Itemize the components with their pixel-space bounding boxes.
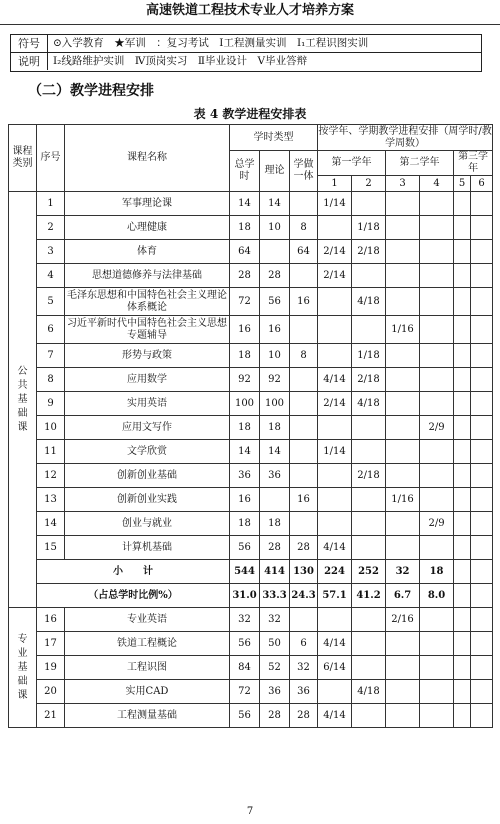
course-seq: 19 [37,656,65,680]
cell-int [290,392,318,416]
cell-t5 [454,316,471,344]
table-row [9,416,493,440]
cell-t3: 1/16 [386,488,420,512]
table-row [9,240,493,264]
course-seq: 10 [37,416,65,440]
header-year2: 第二学年 [386,151,454,176]
cell-theory: 14 [260,440,290,464]
subtotal-row [9,560,493,584]
cell-total: 56 [230,704,260,728]
cell-int [290,264,318,288]
table-row [9,680,493,704]
cell-t4 [420,656,454,680]
cell-t6 [471,344,493,368]
cell-t5 [454,632,471,656]
cell-t1 [318,680,352,704]
course-seq: 8 [37,368,65,392]
cell-total: 72 [230,288,260,316]
cell-t3 [386,680,420,704]
subtotal-t1: 224 [318,560,352,584]
cell-theory: 28 [260,536,290,560]
header-term: 6 [471,176,493,192]
header-arrangement: 按学年、学期教学进程安排（周学时/教学周数） [318,125,492,149]
course-name: 心理健康 [65,216,230,240]
cell-int: 16 [290,488,318,512]
cell-theory: 10 [260,344,290,368]
cell-t3 [386,416,420,440]
cell-total: 18 [230,344,260,368]
course-seq: 7 [37,344,65,368]
cell-total: 14 [230,192,260,216]
course-seq: 20 [37,680,65,704]
subtotal-int: 130 [290,560,318,584]
ratio-t4: 8.0 [420,584,454,608]
cell-t6 [471,192,493,216]
cell-t1: 1/14 [318,440,352,464]
section-title: （二）教学进程安排 [28,83,154,99]
cell-t6 [471,488,493,512]
cell-t1: 2/14 [318,264,352,288]
cell-t3: 1/16 [386,316,420,344]
cell-int [290,608,318,632]
subtotal-t2: 252 [352,560,386,584]
subtotal-t6 [471,560,493,584]
cell-t5 [454,536,471,560]
cell-t6 [471,316,493,344]
cell-t5 [454,288,471,316]
cell-theory: 52 [260,656,290,680]
schedule-table [8,124,493,728]
table-row [9,632,493,656]
cell-t5 [454,344,471,368]
cell-total: 16 [230,488,260,512]
cell-t3 [386,632,420,656]
course-name: 创新创业实践 [65,488,230,512]
cell-t5 [454,512,471,536]
cell-t1 [318,344,352,368]
cell-t1: 2/14 [318,392,352,416]
cell-t6 [471,392,493,416]
course-name: 应用文写作 [65,416,230,440]
table-row [9,536,493,560]
course-name: 创新创业基础 [65,464,230,488]
course-seq: 11 [37,440,65,464]
legend-row [11,35,481,53]
header-name: 课程名称 [65,125,230,192]
cell-t1: 4/14 [318,368,352,392]
cell-t4: 2/9 [420,416,454,440]
cell-total: 16 [230,316,260,344]
cell-t5 [454,416,471,440]
header-theory: 理论 [260,151,290,192]
cell-t2: 2/18 [352,368,386,392]
table-row [9,488,493,512]
cell-t2 [352,632,386,656]
course-name: 毛泽东思想和中国特色社会主义理论体系概论 [65,288,230,316]
cell-total: 56 [230,536,260,560]
course-seq: 5 [37,288,65,316]
cell-t3 [386,216,420,240]
cell-total: 18 [230,216,260,240]
cell-t2: 4/18 [352,392,386,416]
cell-t5 [454,368,471,392]
cell-t3 [386,464,420,488]
cell-t2 [352,416,386,440]
cell-total: 64 [230,240,260,264]
cell-t1 [318,216,352,240]
cell-theory [260,240,290,264]
cell-t2 [352,316,386,344]
cell-int: 32 [290,656,318,680]
ratio-theory: 33.3 [260,584,290,608]
cell-t4 [420,488,454,512]
cell-t2 [352,704,386,728]
cell-t4 [420,216,454,240]
cell-t6 [471,680,493,704]
cell-theory: 36 [260,680,290,704]
header-seq: 序号 [37,125,65,192]
table-row [9,344,493,368]
cell-t5 [454,680,471,704]
cell-t4 [420,368,454,392]
table-row [9,440,493,464]
cell-int: 8 [290,216,318,240]
cell-t5 [454,264,471,288]
table-row [9,656,493,680]
legend-row [11,53,481,70]
cell-int: 64 [290,240,318,264]
cell-total: 100 [230,392,260,416]
ratio-int: 24.3 [290,584,318,608]
legend-key: 说明 [11,53,48,70]
course-name: 思想道德修养与法律基础 [65,264,230,288]
cell-t4 [420,608,454,632]
ratio-total: 31.0 [230,584,260,608]
course-name: 文学欣赏 [65,440,230,464]
document-header: 高速铁道工程技术专业人才培养方案 [0,0,500,25]
cell-total: 36 [230,464,260,488]
header-hours-type: 学时类型 [230,125,318,151]
cell-theory: 10 [260,216,290,240]
header-term: 5 [454,176,471,192]
header-integrated: 学做一体 [290,151,318,192]
page-number: 7 [246,806,254,817]
cell-t1: 6/14 [318,656,352,680]
cell-t1 [318,488,352,512]
cell-total: 14 [230,440,260,464]
legend-text: ⊙入学教育 ★军训 ：复习考试 Ⅰ工程测量实训 Ⅰ₁工程识图实训 [53,37,369,49]
cell-t5 [454,656,471,680]
cell-theory: 28 [260,264,290,288]
table-row [9,608,493,632]
cell-t6 [471,656,493,680]
ratio-t6 [471,584,493,608]
cell-t3 [386,240,420,264]
cell-t2 [352,192,386,216]
cell-t6 [471,464,493,488]
cell-t1: 2/14 [318,240,352,264]
table-row [9,368,493,392]
course-name: 习近平新时代中国特色社会主义思想专题辅导 [65,316,230,344]
cell-t6 [471,704,493,728]
course-seq: 3 [37,240,65,264]
ratio-label: （占总学时比例%） [37,584,230,608]
cell-t4 [420,704,454,728]
cell-t2 [352,488,386,512]
header-year1: 第一学年 [318,151,386,176]
cell-t2 [352,264,386,288]
cell-t3 [386,440,420,464]
cell-t2 [352,512,386,536]
ratio-t2: 41.2 [352,584,386,608]
cell-t6 [471,368,493,392]
cell-int: 28 [290,704,318,728]
cell-t4 [420,440,454,464]
ratio-t5 [454,584,471,608]
cell-int [290,192,318,216]
cell-theory: 92 [260,368,290,392]
cell-t3 [386,344,420,368]
cell-theory: 50 [260,632,290,656]
cell-int [290,512,318,536]
cell-t6 [471,536,493,560]
header-year3: 第三学年 [454,151,493,176]
cell-theory [260,488,290,512]
cell-t5 [454,216,471,240]
cell-t5 [454,392,471,416]
legend-text: Ⅰ₂线路维护实训 Ⅳ顶岗实习 Ⅱ毕业设计 Ⅴ毕业答辩 [53,55,308,67]
cell-t3 [386,656,420,680]
cell-total: 18 [230,512,260,536]
course-seq: 1 [37,192,65,216]
cell-t3 [386,704,420,728]
cell-total: 32 [230,608,260,632]
ratio-t1: 57.1 [318,584,352,608]
cell-theory: 18 [260,512,290,536]
cell-t2: 1/18 [352,344,386,368]
cell-theory: 36 [260,464,290,488]
cell-int [290,464,318,488]
cell-t6 [471,416,493,440]
cell-theory: 14 [260,192,290,216]
cell-t4 [420,288,454,316]
cell-t5 [454,464,471,488]
header-category: 课程类别 [9,125,37,192]
cell-t1 [318,416,352,440]
cell-t5 [454,704,471,728]
cell-total: 84 [230,656,260,680]
cell-int [290,316,318,344]
cell-total: 92 [230,368,260,392]
cell-t4 [420,344,454,368]
subtotal-t3: 32 [386,560,420,584]
cell-t4 [420,392,454,416]
cell-t4 [420,464,454,488]
cell-t5 [454,608,471,632]
cell-t1 [318,464,352,488]
cell-t6 [471,440,493,464]
cell-t4 [420,240,454,264]
table-row [9,192,493,216]
cell-int: 28 [290,536,318,560]
cell-t3 [386,536,420,560]
course-seq: 6 [37,316,65,344]
cell-t6 [471,288,493,316]
table-row [9,216,493,240]
cell-t6 [471,264,493,288]
cell-t2: 4/18 [352,288,386,316]
header-total: 总学时 [230,151,260,192]
course-seq: 14 [37,512,65,536]
table-row [9,464,493,488]
cell-t3 [386,288,420,316]
cell-total: 18 [230,416,260,440]
cell-t1 [318,316,352,344]
cell-t6 [471,240,493,264]
cell-t2 [352,608,386,632]
cell-theory: 28 [260,704,290,728]
course-seq: 12 [37,464,65,488]
cell-t4 [420,536,454,560]
table-caption: 表 4 教学进程安排表 [193,107,307,121]
cell-t2: 2/18 [352,464,386,488]
cell-t2 [352,536,386,560]
header-term: 1 [318,176,352,192]
table-row [9,392,493,416]
course-seq: 4 [37,264,65,288]
cell-t3 [386,392,420,416]
header-term: 3 [386,176,420,192]
cell-t3 [386,368,420,392]
cell-t1: 4/14 [318,536,352,560]
cell-total: 28 [230,264,260,288]
symbol-legend [10,34,482,72]
cell-t2 [352,440,386,464]
cell-t6 [471,512,493,536]
cell-t3: 2/16 [386,608,420,632]
course-seq: 21 [37,704,65,728]
course-category: 公共基础课 [9,192,37,608]
course-name: 工程测量基础 [65,704,230,728]
table-row [9,512,493,536]
course-name: 体育 [65,240,230,264]
course-name: 工程识图 [65,656,230,680]
cell-t3 [386,192,420,216]
cell-t4 [420,316,454,344]
cell-t3 [386,512,420,536]
cell-t1: 4/14 [318,704,352,728]
cell-int [290,368,318,392]
cell-t1: 4/14 [318,632,352,656]
cell-total: 72 [230,680,260,704]
cell-int [290,440,318,464]
cell-t5 [454,488,471,512]
cell-t4 [420,264,454,288]
course-seq: 15 [37,536,65,560]
course-name: 军事理论课 [65,192,230,216]
cell-t1 [318,512,352,536]
course-seq: 13 [37,488,65,512]
cell-t6 [471,632,493,656]
cell-theory: 56 [260,288,290,316]
course-seq: 17 [37,632,65,656]
course-name: 应用数学 [65,368,230,392]
cell-theory: 100 [260,392,290,416]
cell-t4 [420,192,454,216]
cell-int: 6 [290,632,318,656]
cell-t6 [471,608,493,632]
cell-t1 [318,288,352,316]
cell-t5 [454,240,471,264]
subtotal-t5 [454,560,471,584]
course-name: 专业英语 [65,608,230,632]
cell-int: 36 [290,680,318,704]
cell-theory: 32 [260,608,290,632]
cell-int: 8 [290,344,318,368]
course-name: 形势与政策 [65,344,230,368]
cell-t2: 2/18 [352,240,386,264]
subtotal-total: 544 [230,560,260,584]
subtotal-label: 小 计 [37,560,230,584]
header-term: 2 [352,176,386,192]
cell-t1 [318,608,352,632]
course-category: 专业基础课 [9,608,37,728]
cell-t3 [386,264,420,288]
course-seq: 16 [37,608,65,632]
cell-theory: 16 [260,316,290,344]
course-name: 实用CAD [65,680,230,704]
subtotal-theory: 414 [260,560,290,584]
subtotal-t4: 18 [420,560,454,584]
cell-t2: 1/18 [352,216,386,240]
cell-t5 [454,192,471,216]
course-seq: 2 [37,216,65,240]
course-name: 计算机基础 [65,536,230,560]
cell-t4: 2/9 [420,512,454,536]
cell-int [290,416,318,440]
cell-t2: 4/18 [352,680,386,704]
table-row [9,704,493,728]
cell-t1: 1/14 [318,192,352,216]
course-name: 实用英语 [65,392,230,416]
ratio-t3: 6.7 [386,584,420,608]
cell-t5 [454,440,471,464]
cell-t6 [471,216,493,240]
table-row [9,288,493,316]
legend-key: 符号 [11,35,48,52]
cell-theory: 18 [260,416,290,440]
cell-t2 [352,656,386,680]
header-term: 4 [420,176,454,192]
cell-t4 [420,680,454,704]
table-row [9,316,493,344]
cell-int: 16 [290,288,318,316]
course-name: 创业与就业 [65,512,230,536]
ratio-row [9,584,493,608]
cell-t4 [420,632,454,656]
course-seq: 9 [37,392,65,416]
course-name: 铁道工程概论 [65,632,230,656]
table-row [9,264,493,288]
cell-total: 56 [230,632,260,656]
